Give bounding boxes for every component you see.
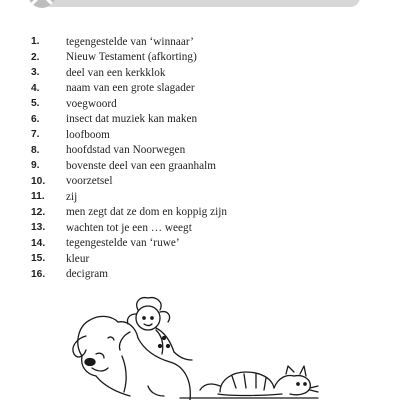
clue-number: 3.: [31, 67, 40, 79]
clue-item: [31, 65, 227, 81]
clue-number: 8.: [31, 144, 40, 156]
cat-drawing: [180, 366, 318, 398]
clue-number: 5.: [31, 98, 40, 110]
clue-text: Nieuw Testament (afkorting): [66, 51, 197, 64]
clue-text: voorzetsel: [66, 175, 113, 188]
header-bar: [42, 0, 360, 7]
clue-item: [31, 267, 227, 283]
clue-item: [31, 81, 227, 97]
clue-number: 4.: [31, 82, 40, 94]
clue-text: insect dat muziek kan maken: [66, 113, 198, 126]
clue-item: [31, 127, 227, 143]
clue-text: decigram: [66, 268, 109, 281]
clue-text: kleur: [66, 252, 90, 265]
clue-number: 2.: [31, 51, 40, 63]
clue-item: [31, 189, 227, 205]
clue-text: voegwoord: [66, 97, 117, 110]
clue-item: [31, 112, 227, 128]
clue-text: bovenste deel van een graanhalm: [66, 159, 217, 172]
clue-number: 11.: [31, 191, 45, 203]
clue-list: [31, 34, 227, 282]
clue-number: 9.: [31, 160, 40, 172]
clue-item: [31, 96, 227, 112]
clue-item: [31, 251, 227, 267]
dog-girl-cat-illustration: [60, 296, 320, 400]
clue-number: 13.: [31, 222, 46, 234]
clue-text: loofboom: [66, 128, 110, 141]
girl-drawing: [119, 298, 192, 360]
clue-number: 7.: [31, 129, 40, 141]
clue-number: 6.: [31, 113, 40, 125]
clue-item: [31, 143, 227, 159]
dog-drawing: [73, 316, 190, 400]
clue-item: [31, 34, 227, 50]
clue-number: 16.: [31, 268, 46, 280]
clue-item: [31, 174, 227, 190]
clue-text: tegengestelde van ‘ruwe’: [66, 237, 180, 250]
clue-item: [31, 50, 227, 66]
clue-number: 10.: [31, 175, 46, 187]
clue-item: [31, 205, 227, 221]
clue-item: [31, 236, 227, 252]
clue-number: 14.: [31, 237, 46, 249]
clue-text: men zegt dat ze dom en koppig zijn: [66, 206, 228, 219]
clue-text: hoofdstad van Noorwegen: [66, 144, 186, 157]
clue-text: wachten tot je een … weegt: [66, 221, 192, 234]
clue-number: 15.: [31, 253, 46, 265]
clue-text: zij: [66, 190, 78, 203]
clue-number: 1.: [31, 36, 40, 48]
clue-text: deel van een kerkklok: [66, 66, 166, 79]
clue-item: [31, 158, 227, 174]
clue-item: [31, 220, 227, 236]
clue-text: tegengestelde van ‘winnaar’: [66, 35, 194, 48]
clue-text: naam van een grote slagader: [66, 82, 195, 95]
clue-number: 12.: [31, 206, 46, 218]
